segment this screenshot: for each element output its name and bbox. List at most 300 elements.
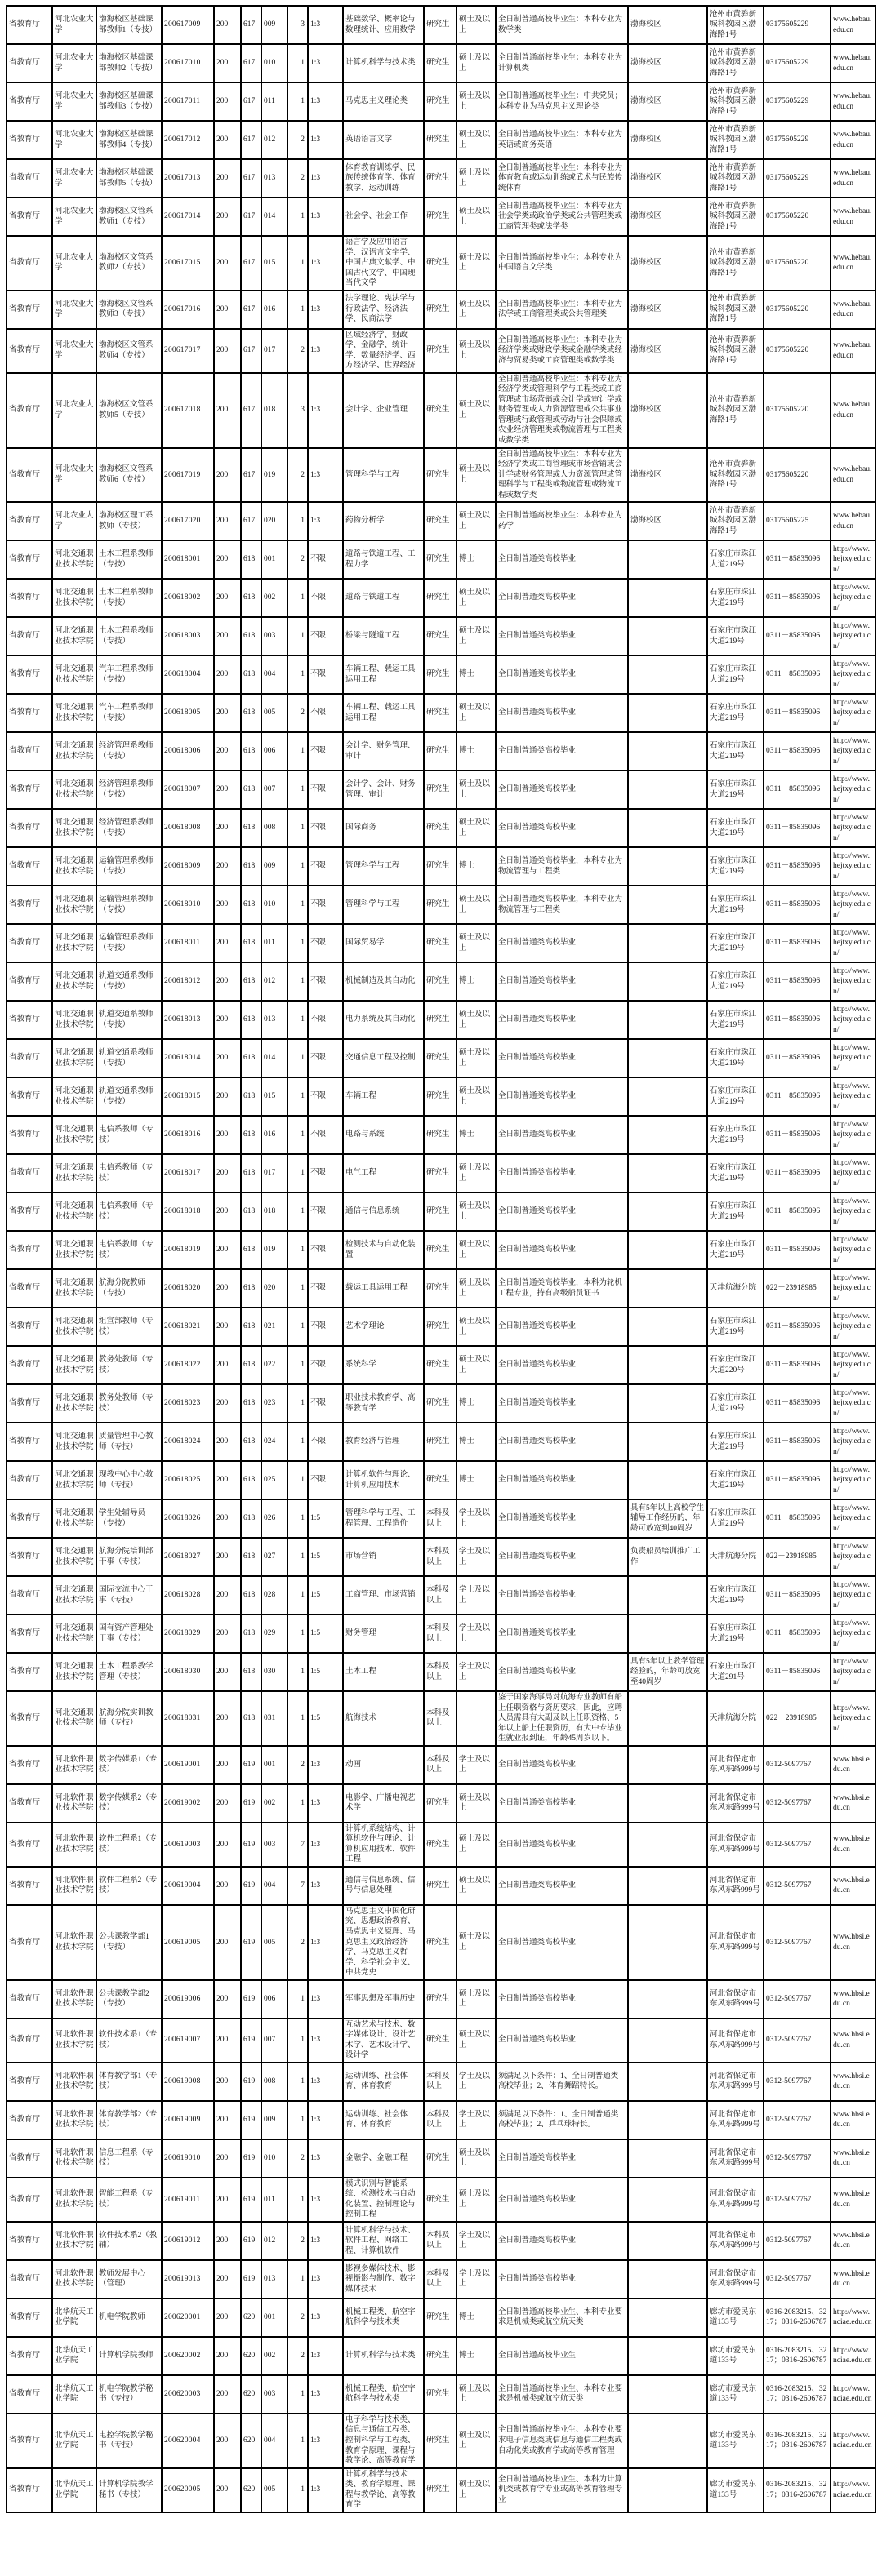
cell-unit-code: 200: [214, 1980, 241, 2019]
table-row: [7, 2468, 875, 2512]
cell-recruiting-unit: 河北软件职业技术学院: [52, 2019, 96, 2063]
table-row: [7, 1423, 875, 1461]
cell-exam-ratio: 不限: [308, 540, 343, 579]
cell-recruiting-unit: 河北农业大学: [52, 502, 96, 540]
cell-headcount: 1: [287, 924, 308, 962]
cell-major: 机械工程类、航空宇航科学与技术类: [343, 2298, 424, 2337]
cell-competent-department: 省教育厅: [7, 2063, 52, 2101]
cell-post-name: 电信系教师（专技）: [96, 1116, 162, 1154]
cell-headcount: 1: [287, 1423, 308, 1461]
cell-unit-code: 200: [214, 2222, 241, 2260]
cell-website: www.hebau.edu.cn: [831, 291, 875, 329]
cell-phone: 0311－85835096: [764, 809, 831, 847]
cell-education: 研究生: [424, 198, 457, 236]
cell-competent-department: 省教育厅: [7, 1116, 52, 1154]
cell-education: 研究生: [424, 2019, 457, 2063]
cell-post-seq: 020: [261, 1269, 287, 1308]
table-row: [7, 1269, 875, 1308]
cell-major: 马克思主义中国化研究、思想政治教育、马克思主义原理、马克思主义政治经济学、马克思主义哲学、科学社会主义、中共党史: [343, 1905, 424, 1980]
cell-degree: 硕士及以上: [457, 236, 496, 291]
cell-org-code: 617: [241, 448, 261, 503]
cell-education: 研究生: [424, 1116, 457, 1154]
cell-org-code: 619: [241, 1784, 261, 1823]
cell-unit-code: 200: [214, 924, 241, 962]
cell-org-code: 617: [241, 198, 261, 236]
cell-recruiting-unit: 河北农业大学: [52, 198, 96, 236]
cell-exam-ratio: 1:3: [308, 1905, 343, 1980]
cell-recruiting-unit: 北华航天工业学院: [52, 2468, 96, 2512]
cell-competent-department: 省教育厅: [7, 1231, 52, 1269]
cell-other-conditions: 全日制普通类高校毕业: [496, 694, 628, 732]
cell-phone: 0312-5097767: [764, 2101, 831, 2139]
cell-address: 河北省保定市东风东路999号: [707, 2222, 764, 2260]
cell-degree: 硕士及以上: [457, 121, 496, 159]
cell-post-seq: 002: [261, 1784, 287, 1823]
cell-post-name: 航海分院教师（专技）: [96, 1269, 162, 1308]
cell-headcount: 3: [287, 373, 308, 448]
cell-post-name: 教师发展中心（管理）: [96, 2260, 162, 2298]
cell-post-seq: 029: [261, 1614, 287, 1653]
cell-post-code: 200619004: [162, 1867, 214, 1905]
cell-exam-ratio: 1:5: [308, 1691, 343, 1746]
cell-post-seq: 001: [261, 1746, 287, 1784]
cell-post-seq: 006: [261, 1980, 287, 2019]
cell-education: 研究生: [424, 121, 457, 159]
cell-post-code: 200620004: [162, 2414, 214, 2468]
cell-degree: 博士: [457, 1384, 496, 1423]
cell-other-conditions: 全日制普通高校毕业生：本科专业为法学或工商管理类或公共管理类: [496, 291, 628, 329]
cell-unit-code: 200: [214, 1384, 241, 1423]
cell-education: 研究生: [424, 1823, 457, 1867]
cell-major: 市场营销: [343, 1538, 424, 1576]
cell-recruiting-unit: 河北交通职业技术学院: [52, 1461, 96, 1499]
cell-remark: [628, 579, 707, 617]
cell-exam-ratio: 不限: [308, 732, 343, 771]
cell-post-seq: 012: [261, 2222, 287, 2260]
cell-post-name: 土木工程系教师（专技）: [96, 579, 162, 617]
cell-exam-ratio: 1:3: [308, 329, 343, 373]
cell-remark: 渤海校区: [628, 502, 707, 540]
cell-post-seq: 004: [261, 655, 287, 694]
cell-other-conditions: 全日制普通类高校毕业: [496, 1653, 628, 1691]
cell-other-conditions: 全日制普通高校毕业生：本科专业为经济学类或财政学类或金融学类或经济与贸易类或工商管理类或数学类: [496, 329, 628, 373]
cell-education: 本科及以上: [424, 1746, 457, 1784]
cell-headcount: 2: [287, 2222, 308, 2260]
cell-exam-ratio: 1:3: [308, 1784, 343, 1823]
cell-education: 研究生: [424, 694, 457, 732]
table-row: [7, 1384, 875, 1423]
cell-unit-code: 200: [214, 2063, 241, 2101]
cell-exam-ratio: 1:3: [308, 2298, 343, 2337]
cell-address: 石家庄市珠江大道219号: [707, 1116, 764, 1154]
cell-other-conditions: 全日制普通类高校毕业: [496, 1499, 628, 1538]
cell-address: 石家庄市珠江大道219号: [707, 540, 764, 579]
cell-major: 车辆工程、载运工具运用工程: [343, 655, 424, 694]
cell-headcount: 1: [287, 2101, 308, 2139]
cell-exam-ratio: 不限: [308, 771, 343, 809]
cell-competent-department: 省教育厅: [7, 1001, 52, 1039]
cell-post-seq: 001: [261, 2298, 287, 2337]
cell-org-code: 619: [241, 2063, 261, 2101]
cell-exam-ratio: 1:3: [308, 2260, 343, 2298]
cell-exam-ratio: 不限: [308, 1231, 343, 1269]
cell-major: 基础数学、概率论与数理统计、应用数学: [343, 6, 424, 44]
cell-org-code: 619: [241, 2260, 261, 2298]
cell-org-code: 617: [241, 236, 261, 291]
cell-unit-code: 200: [214, 2298, 241, 2337]
cell-website: www.hebau.edu.cn: [831, 159, 875, 198]
cell-address: 天津航海分院: [707, 1691, 764, 1746]
cell-remark: [628, 617, 707, 655]
cell-remark: [628, 1231, 707, 1269]
cell-remark: [628, 1867, 707, 1905]
cell-major: 航海技术: [343, 1691, 424, 1746]
cell-education: 研究生: [424, 962, 457, 1001]
cell-website: http://www.hejtxy.edu.cn/: [831, 1116, 875, 1154]
cell-exam-ratio: 1:3: [308, 2468, 343, 2512]
cell-post-code: 200619013: [162, 2260, 214, 2298]
cell-address: 沧州市黄骅新城科教园区渤海路1号: [707, 6, 764, 44]
cell-headcount: 2: [287, 540, 308, 579]
cell-recruiting-unit: 河北农业大学: [52, 44, 96, 82]
cell-education: 研究生: [424, 1001, 457, 1039]
cell-remark: [628, 1576, 707, 1614]
cell-address: 石家庄市珠江大道219号: [707, 847, 764, 886]
cell-competent-department: 省教育厅: [7, 732, 52, 771]
cell-major: 药物分析学: [343, 502, 424, 540]
cell-competent-department: 省教育厅: [7, 1154, 52, 1193]
cell-degree: 硕士及以上: [457, 1823, 496, 1867]
cell-competent-department: 省教育厅: [7, 82, 52, 121]
cell-recruiting-unit: 河北软件职业技术学院: [52, 1980, 96, 2019]
cell-website: http://www.nciae.edu.cn: [831, 2337, 875, 2375]
cell-phone: 0311－85835096: [764, 1154, 831, 1193]
cell-degree: 硕士及以上: [457, 198, 496, 236]
cell-major: 管理科学与工程: [343, 448, 424, 503]
cell-headcount: 1: [287, 1269, 308, 1308]
cell-org-code: 618: [241, 1269, 261, 1308]
cell-org-code: 620: [241, 2414, 261, 2468]
cell-headcount: 1: [287, 502, 308, 540]
cell-other-conditions: 须满足以下条件：1、全日制普通类高校毕业；2、乒乓球特长。: [496, 2101, 628, 2139]
cell-education: 研究生: [424, 2139, 457, 2178]
table-row: [7, 1691, 875, 1746]
cell-other-conditions: 全日制普通类高校毕业: [496, 924, 628, 962]
cell-other-conditions: 全日制普通类高校毕业: [496, 540, 628, 579]
cell-other-conditions: 全日制普通类高校毕业: [496, 1077, 628, 1116]
cell-remark: [628, 2298, 707, 2337]
cell-headcount: 2: [287, 159, 308, 198]
cell-unit-code: 200: [214, 159, 241, 198]
cell-post-code: 200619010: [162, 2139, 214, 2178]
cell-org-code: 619: [241, 1867, 261, 1905]
cell-phone: 0311－85835096: [764, 1077, 831, 1116]
cell-website: www.hebau.edu.cn: [831, 329, 875, 373]
cell-recruiting-unit: 河北交通职业技术学院: [52, 886, 96, 924]
cell-exam-ratio: 不限: [308, 655, 343, 694]
cell-org-code: 618: [241, 1423, 261, 1461]
table-row: [7, 2019, 875, 2063]
cell-recruiting-unit: 河北交通职业技术学院: [52, 1231, 96, 1269]
cell-major: 区域经济学、财政学、金融学、统计学、数量经济学、西方经济学、世界经济: [343, 329, 424, 373]
cell-remark: [628, 924, 707, 962]
cell-phone: 0312-5097767: [764, 2063, 831, 2101]
cell-post-code: 200618015: [162, 1077, 214, 1116]
cell-org-code: 617: [241, 121, 261, 159]
cell-unit-code: 200: [214, 886, 241, 924]
cell-headcount: 1: [287, 617, 308, 655]
cell-exam-ratio: 不限: [308, 579, 343, 617]
cell-headcount: 2: [287, 448, 308, 503]
cell-exam-ratio: 不限: [308, 1423, 343, 1461]
cell-website: http://www.hejtxy.edu.cn/: [831, 924, 875, 962]
cell-headcount: 1: [287, 1614, 308, 1653]
cell-remark: 具有5年以上高校学生辅导工作经历的，年龄可放宽到40周岁: [628, 1499, 707, 1538]
cell-phone: 03175605229: [764, 121, 831, 159]
cell-major: 英语语言文学: [343, 121, 424, 159]
cell-website: www.hbsi.edu.cn: [831, 1746, 875, 1784]
cell-post-seq: 028: [261, 1576, 287, 1614]
cell-remark: [628, 1346, 707, 1384]
cell-headcount: 1: [287, 1538, 308, 1576]
cell-post-code: 200618007: [162, 771, 214, 809]
cell-major: 国际贸易学: [343, 924, 424, 962]
cell-education: 研究生: [424, 1154, 457, 1193]
cell-competent-department: 省教育厅: [7, 1691, 52, 1746]
cell-address: 石家庄市珠江大道219号: [707, 1077, 764, 1116]
cell-education: 本科及以上: [424, 1499, 457, 1538]
cell-competent-department: 省教育厅: [7, 1499, 52, 1538]
table-row: [7, 2414, 875, 2468]
cell-remark: [628, 886, 707, 924]
cell-exam-ratio: 不限: [308, 1154, 343, 1193]
cell-website: www.hbsi.edu.cn: [831, 2101, 875, 2139]
cell-education: 研究生: [424, 579, 457, 617]
cell-remark: 负责船员培训推广工作: [628, 1538, 707, 1576]
cell-education: 研究生: [424, 2375, 457, 2414]
table-row: [7, 2101, 875, 2139]
cell-address: 石家庄市珠江大道219号: [707, 809, 764, 847]
cell-unit-code: 200: [214, 44, 241, 82]
cell-post-code: 200618006: [162, 732, 214, 771]
cell-competent-department: 省教育厅: [7, 1384, 52, 1423]
cell-website: www.hbsi.edu.cn: [831, 1784, 875, 1823]
cell-org-code: 619: [241, 2019, 261, 2063]
cell-other-conditions: 全日制普通类高校毕业: [496, 1538, 628, 1576]
cell-post-seq: 011: [261, 82, 287, 121]
cell-post-code: 200618010: [162, 886, 214, 924]
cell-recruiting-unit: 河北交通职业技术学院: [52, 1077, 96, 1116]
cell-phone: 0311－85835096: [764, 1346, 831, 1384]
cell-org-code: 618: [241, 1576, 261, 1614]
cell-other-conditions: 全日制普通高校毕业生、本科专业要求是机械类或航空航天类: [496, 2298, 628, 2337]
cell-unit-code: 200: [214, 1576, 241, 1614]
cell-recruiting-unit: 河北农业大学: [52, 82, 96, 121]
cell-unit-code: 200: [214, 809, 241, 847]
table-row: [7, 291, 875, 329]
cell-recruiting-unit: 河北交通职业技术学院: [52, 1116, 96, 1154]
cell-competent-department: 省教育厅: [7, 694, 52, 732]
cell-exam-ratio: 1:3: [308, 2063, 343, 2101]
cell-other-conditions: 全日制普通高校毕业生：本科专业为数学类: [496, 6, 628, 44]
cell-major: 会计学、会计、财务管理、审计: [343, 771, 424, 809]
cell-address: 沧州市黄骅新城科教园区渤海路1号: [707, 121, 764, 159]
cell-headcount: 1: [287, 2375, 308, 2414]
cell-unit-code: 200: [214, 1039, 241, 1077]
cell-recruiting-unit: 河北软件职业技术学院: [52, 1905, 96, 1980]
cell-headcount: 1: [287, 809, 308, 847]
cell-competent-department: 省教育厅: [7, 1867, 52, 1905]
cell-other-conditions: 全日制普通类高校毕业: [496, 655, 628, 694]
cell-phone: 03175605220: [764, 373, 831, 448]
cell-recruiting-unit: 河北交通职业技术学院: [52, 1154, 96, 1193]
cell-org-code: 619: [241, 2178, 261, 2222]
cell-headcount: 1: [287, 2414, 308, 2468]
cell-competent-department: 省教育厅: [7, 886, 52, 924]
cell-unit-code: 200: [214, 502, 241, 540]
cell-address: 河北省保定市东风东路999号: [707, 2063, 764, 2101]
cell-post-seq: 015: [261, 1077, 287, 1116]
cell-remark: [628, 962, 707, 1001]
cell-headcount: 1: [287, 1231, 308, 1269]
cell-org-code: 618: [241, 732, 261, 771]
cell-phone: 0311－85835096: [764, 1231, 831, 1269]
cell-other-conditions: 全日制普通类高校毕业: [496, 617, 628, 655]
cell-post-name: 质量管理中心教师（专技）: [96, 1423, 162, 1461]
table-row: [7, 924, 875, 962]
cell-org-code: 618: [241, 1384, 261, 1423]
table-row: [7, 1346, 875, 1384]
cell-post-code: 200618027: [162, 1538, 214, 1576]
cell-remark: 渤海校区: [628, 291, 707, 329]
cell-phone: 03175605220: [764, 291, 831, 329]
cell-unit-code: 200: [214, 1823, 241, 1867]
cell-education: 本科及以上: [424, 1653, 457, 1691]
cell-competent-department: 省教育厅: [7, 1784, 52, 1823]
cell-unit-code: 200: [214, 1423, 241, 1461]
cell-exam-ratio: 1:5: [308, 1538, 343, 1576]
cell-exam-ratio: 不限: [308, 617, 343, 655]
cell-degree: 硕士及以上: [457, 2414, 496, 2468]
cell-other-conditions: 全日制普通类高校毕业: [496, 809, 628, 847]
cell-post-name: 渤海校区基础课部教师4（专技）: [96, 121, 162, 159]
cell-address: 河北省保定市东风东路999号: [707, 2260, 764, 2298]
cell-post-seq: 011: [261, 924, 287, 962]
cell-post-code: 200617012: [162, 121, 214, 159]
cell-post-code: 200618002: [162, 579, 214, 617]
cell-major: 运动训练、社会体育、体育教育: [343, 2101, 424, 2139]
cell-post-name: 体育教学部2（专技）: [96, 2101, 162, 2139]
cell-education: 研究生: [424, 540, 457, 579]
cell-website: www.hbsi.edu.cn: [831, 2063, 875, 2101]
cell-post-name: 渤海校区文管系教师3（专技）: [96, 291, 162, 329]
cell-degree: 学士及以上: [457, 1538, 496, 1576]
cell-headcount: 1: [287, 1653, 308, 1691]
cell-recruiting-unit: 北华航天工业学院: [52, 2337, 96, 2375]
cell-recruiting-unit: 河北交通职业技术学院: [52, 694, 96, 732]
cell-recruiting-unit: 河北交通职业技术学院: [52, 1039, 96, 1077]
cell-post-seq: 022: [261, 1346, 287, 1384]
cell-competent-department: 省教育厅: [7, 1077, 52, 1116]
cell-exam-ratio: 不限: [308, 886, 343, 924]
cell-post-seq: 010: [261, 886, 287, 924]
cell-recruiting-unit: 河北交通职业技术学院: [52, 1269, 96, 1308]
cell-post-name: 轨道交通系教师（专技）: [96, 1001, 162, 1039]
cell-post-name: 渤海校区理工系教师（专技）: [96, 502, 162, 540]
cell-website: www.hbsi.edu.cn: [831, 2260, 875, 2298]
cell-address: 石家庄市珠江大道219号: [707, 1614, 764, 1653]
cell-post-code: 200620003: [162, 2375, 214, 2414]
cell-post-code: 200617015: [162, 236, 214, 291]
cell-post-code: 200618005: [162, 694, 214, 732]
cell-unit-code: 200: [214, 2178, 241, 2222]
cell-exam-ratio: 不限: [308, 1308, 343, 1346]
cell-phone: 0311－85835096: [764, 655, 831, 694]
cell-phone: 0311－85835096: [764, 771, 831, 809]
table-row: [7, 198, 875, 236]
cell-competent-department: 省教育厅: [7, 924, 52, 962]
cell-other-conditions: 全日制普通类高校毕业: [496, 1614, 628, 1653]
cell-major: 计算机科学与技术类: [343, 2337, 424, 2375]
cell-post-seq: 012: [261, 962, 287, 1001]
cell-major: 职业技术教育学、高等教育学: [343, 1384, 424, 1423]
cell-headcount: 1: [287, 1346, 308, 1384]
cell-other-conditions: 全日制普通类高校毕业: [496, 1784, 628, 1823]
cell-website: www.hebau.edu.cn: [831, 502, 875, 540]
table-row: [7, 655, 875, 694]
cell-address: 廊坊市爱民东道133号: [707, 2414, 764, 2468]
cell-unit-code: 200: [214, 121, 241, 159]
cell-org-code: 617: [241, 329, 261, 373]
cell-address: 石家庄市珠江大道219号: [707, 1001, 764, 1039]
cell-phone: 03175605229: [764, 44, 831, 82]
cell-website: http://www.hejtxy.edu.cn/: [831, 1193, 875, 1231]
cell-other-conditions: 全日制普通类高校毕业: [496, 1193, 628, 1231]
cell-org-code: 618: [241, 847, 261, 886]
cell-headcount: 1: [287, 2260, 308, 2298]
table-row: [7, 1538, 875, 1576]
cell-address: 河北省保定市东风东路999号: [707, 1867, 764, 1905]
cell-website: www.hbsi.edu.cn: [831, 2139, 875, 2178]
cell-remark: [628, 2260, 707, 2298]
cell-post-name: 汽车工程系教师（专技）: [96, 694, 162, 732]
cell-post-code: 200620002: [162, 2337, 214, 2375]
cell-org-code: 618: [241, 1039, 261, 1077]
table-row: [7, 2178, 875, 2222]
cell-phone: 0311－85835096: [764, 1308, 831, 1346]
cell-post-seq: 019: [261, 448, 287, 503]
cell-competent-department: 省教育厅: [7, 159, 52, 198]
cell-address: 石家庄市珠江大道219号: [707, 1384, 764, 1423]
cell-education: 研究生: [424, 924, 457, 962]
cell-post-seq: 024: [261, 1423, 287, 1461]
cell-headcount: 1: [287, 198, 308, 236]
cell-recruiting-unit: 河北农业大学: [52, 373, 96, 448]
cell-org-code: 620: [241, 2337, 261, 2375]
cell-major: 检测技术与自动化装置: [343, 1231, 424, 1269]
cell-post-name: 国际交流中心干事（专技）: [96, 1576, 162, 1614]
cell-exam-ratio: 1:3: [308, 121, 343, 159]
cell-exam-ratio: 1:3: [308, 2019, 343, 2063]
cell-address: 廊坊市爱民东道133号: [707, 2468, 764, 2512]
cell-degree: 硕士及以上: [457, 617, 496, 655]
table-row: [7, 1193, 875, 1231]
cell-recruiting-unit: 河北交通职业技术学院: [52, 1653, 96, 1691]
cell-other-conditions: 全日制普通高校毕业生：本科专业为经济学类或工商管理或市场营销或会计学或财务管理或人力资源管理或管理科学与工程类或物流管理或物流工程或数学类: [496, 448, 628, 503]
cell-org-code: 618: [241, 1308, 261, 1346]
cell-major: 计算机系统结构、计算机软件与理论、计算机应用技术、软件工程: [343, 1823, 424, 1867]
cell-headcount: 1: [287, 2063, 308, 2101]
